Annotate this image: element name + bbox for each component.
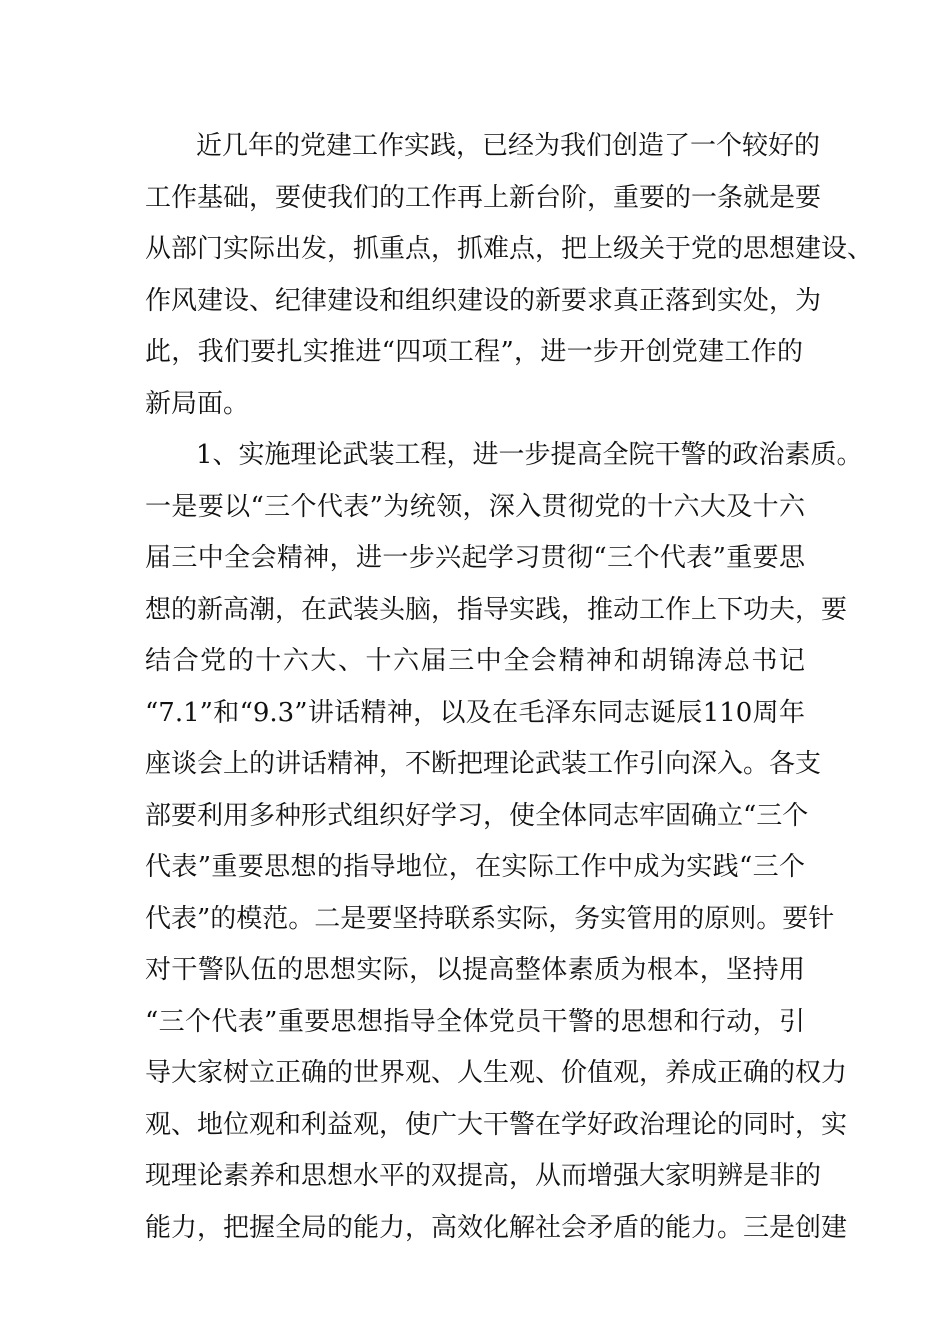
text-line: 对干警队伍的思想实际，以提高整体素质为根本，坚持用 xyxy=(145,955,805,985)
text-line: 座谈会上的讲话精神，不断把理论武装工作引向深入。各支 xyxy=(145,749,822,779)
text-line: 作风建设、纪律建设和组织建设的新要求真正落到实处，为 xyxy=(145,286,822,316)
text-line: 新局面。 xyxy=(145,389,250,419)
text-line: 观、地位观和利益观，使广大干警在学好政治理论的同时，实 xyxy=(145,1110,848,1140)
text-line: 部要利用多种形式组织好学习，使全体同志牢固确立“三个 xyxy=(145,801,809,831)
text-line: 工作基础，要使我们的工作再上新台阶，重要的一条就是要 xyxy=(145,183,822,213)
text-line: 能力，把握全局的能力，高效化解社会矛盾的能力。三是创建 xyxy=(145,1213,848,1243)
text-line: 从部门实际出发，抓重点，抓难点，把上级关于党的思想建设、 xyxy=(145,234,874,264)
text-line: 代表”重要思想的指导地位，在实际工作中成为实践“三个 xyxy=(145,852,805,882)
text-line: 一是要以“三个代表”为统领，深入贯彻党的十六大及十六 xyxy=(145,492,805,522)
text-line: 现理论素养和思想水平的双提高，从而增强大家明辨是非的 xyxy=(145,1161,822,1191)
text-line: 结合党的十六大、十六届三中全会精神和胡锦涛总书记 xyxy=(145,646,805,676)
text-line: 导大家树立正确的世界观、人生观、价值观，养成正确的权力 xyxy=(145,1058,848,1088)
text-line: “三个代表”重要思想指导全体党员干警的思想和行动，引 xyxy=(145,1007,805,1037)
text-line: 近几年的党建工作实践，已经为我们创造了一个较好的 xyxy=(196,131,821,161)
text-line: 1、实施理论武装工程，进一步提高全院干警的政治素质。 xyxy=(196,440,863,470)
text-line: 想的新高潮，在武装头脑，指导实践，推动工作上下功夫，要 xyxy=(145,595,848,625)
text-line: “7.1”和“9.3”讲话精神，以及在毛泽东同志诞辰110周年 xyxy=(145,698,805,728)
text-line: 此，我们要扎实推进“四项工程”，进一步开创党建工作的 xyxy=(145,337,803,367)
text-line: 代表”的模范。二是要坚持联系实际，务实管用的原则。要针 xyxy=(145,904,835,934)
text-line: 届三中全会精神，进一步兴起学习贯彻“三个代表”重要思 xyxy=(145,543,805,573)
